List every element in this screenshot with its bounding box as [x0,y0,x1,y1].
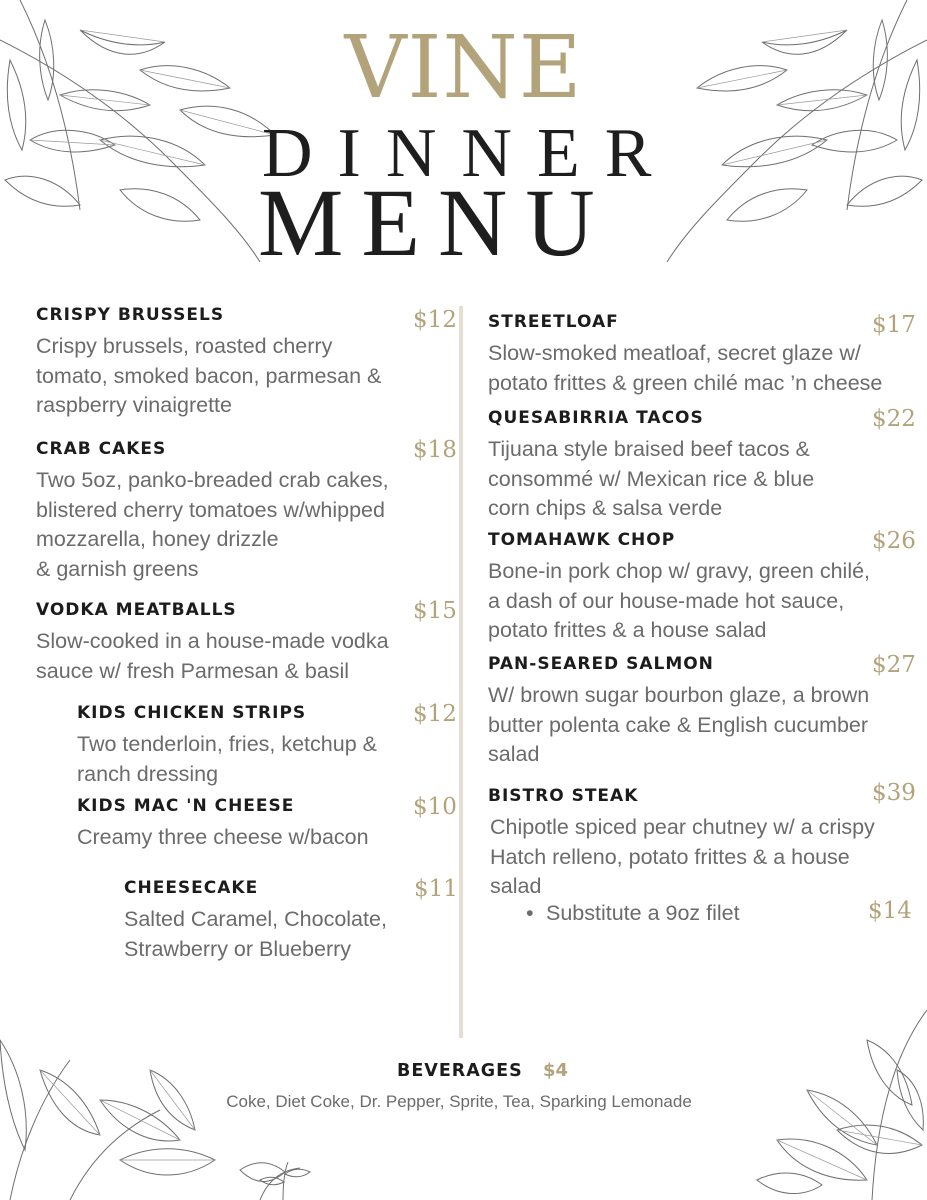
item-description: Two 5oz, panko-breaded crab cakes, blistered cherry tomatoes w/whipped mozzarella, honey drizzle & garnish greens [36,468,389,581]
item-description: Chipotle spiced pear chutney w/ a crispy Hatch relleno, potato frittes & a house salad [490,815,875,898]
item-price: $17 [872,312,916,338]
menu-item-tomahawk-chop [488,528,916,646]
item-description: Slow-smoked meatloaf, secret glaze w/ potato frittes & green chilé mac ’n cheese [488,341,883,395]
menu-item-crab-cakes [36,437,457,584]
menu-item-quesabirria-tacos [488,406,916,524]
item-name: KIDS CHICKEN STRIPS [77,703,307,723]
menu-title-menu: MENU [258,169,613,276]
item-description: Creamy three cheese w/bacon [77,825,369,849]
item-price: $12 [413,701,457,727]
beverages-list: Coke, Diet Coke, Dr. Pepper, Sprite, Tea, Sparking Lemonade [226,1092,692,1111]
beverages-heading: BEVERAGES [397,1061,523,1081]
item-name: PAN-SEARED SALMON [488,654,714,674]
item-name: BISTRO STEAK [488,786,639,806]
menu-item-crispy-brussels [36,304,457,421]
item-description: Slow-cooked in a house-made vodka sauce w/ fresh Parmesan & basil [36,629,389,683]
column-divider [459,306,463,1038]
item-price: $26 [872,528,916,554]
item-price: $18 [413,437,457,463]
menu-title-dinner: DINNER [262,115,677,192]
menu-item-vodka-meatballs [36,598,457,686]
botanical-sprig-bottom-center [248,1160,318,1200]
steak-option-bullet: • [526,901,534,925]
menu-item-bistro-steak [488,780,916,902]
item-price: $11 [414,876,458,902]
item-description: Crispy brussels, roasted cherry tomato, smoked bacon, parmesan & raspberry vinaigrette [36,334,382,417]
menu-item-cheesecake [124,876,458,964]
steak-option-text: Substitute a 9oz filet [546,901,740,925]
item-description: Bone-in pork chop w/ gravy, green chilé, a dash of our house-made hot sauce, potato frittes & a house salad [488,559,871,642]
item-price: $10 [413,794,457,820]
item-description: Tijuana style braised beef tacos & consommé w/ Mexican rice & blue corn chips & salsa verde [488,437,815,520]
item-description: W/ brown sugar bourbon glaze, a brown butter polenta cake & English cucumber salad [488,683,870,766]
item-name: CRISPY BRUSSELS [36,305,225,325]
steak-option-price: $14 [868,898,912,924]
item-name: TOMAHAWK CHOP [488,530,676,550]
item-price: $39 [872,780,916,806]
item-name: STREETLOAF [488,312,619,332]
menu-item-kids-mac-n-cheese [77,794,457,853]
item-name: CRAB CAKES [36,439,167,459]
item-name: QUESABIRRIA TACOS [488,408,704,428]
item-name: VODKA MEATBALLS [36,600,237,620]
menu-item-kids-chicken-strips [77,701,457,789]
item-name: CHEESECAKE [124,878,259,898]
menu-item-streetloaf [488,311,916,398]
brand-logo-text: VINE [344,18,583,118]
item-description: Two tenderloin, fries, ketchup & ranch dressing [77,732,377,786]
item-description: Salted Caramel, Chocolate, Strawberry or Blueberry [124,907,387,961]
item-price: $12 [413,307,457,333]
item-price: $22 [872,406,916,432]
beverages-price: $4 [543,1060,569,1081]
item-name: KIDS MAC 'N CHEESE [77,796,295,816]
item-price: $27 [872,652,916,678]
item-price: $15 [413,598,457,624]
menu-item-pan-seared-salmon [488,652,916,770]
